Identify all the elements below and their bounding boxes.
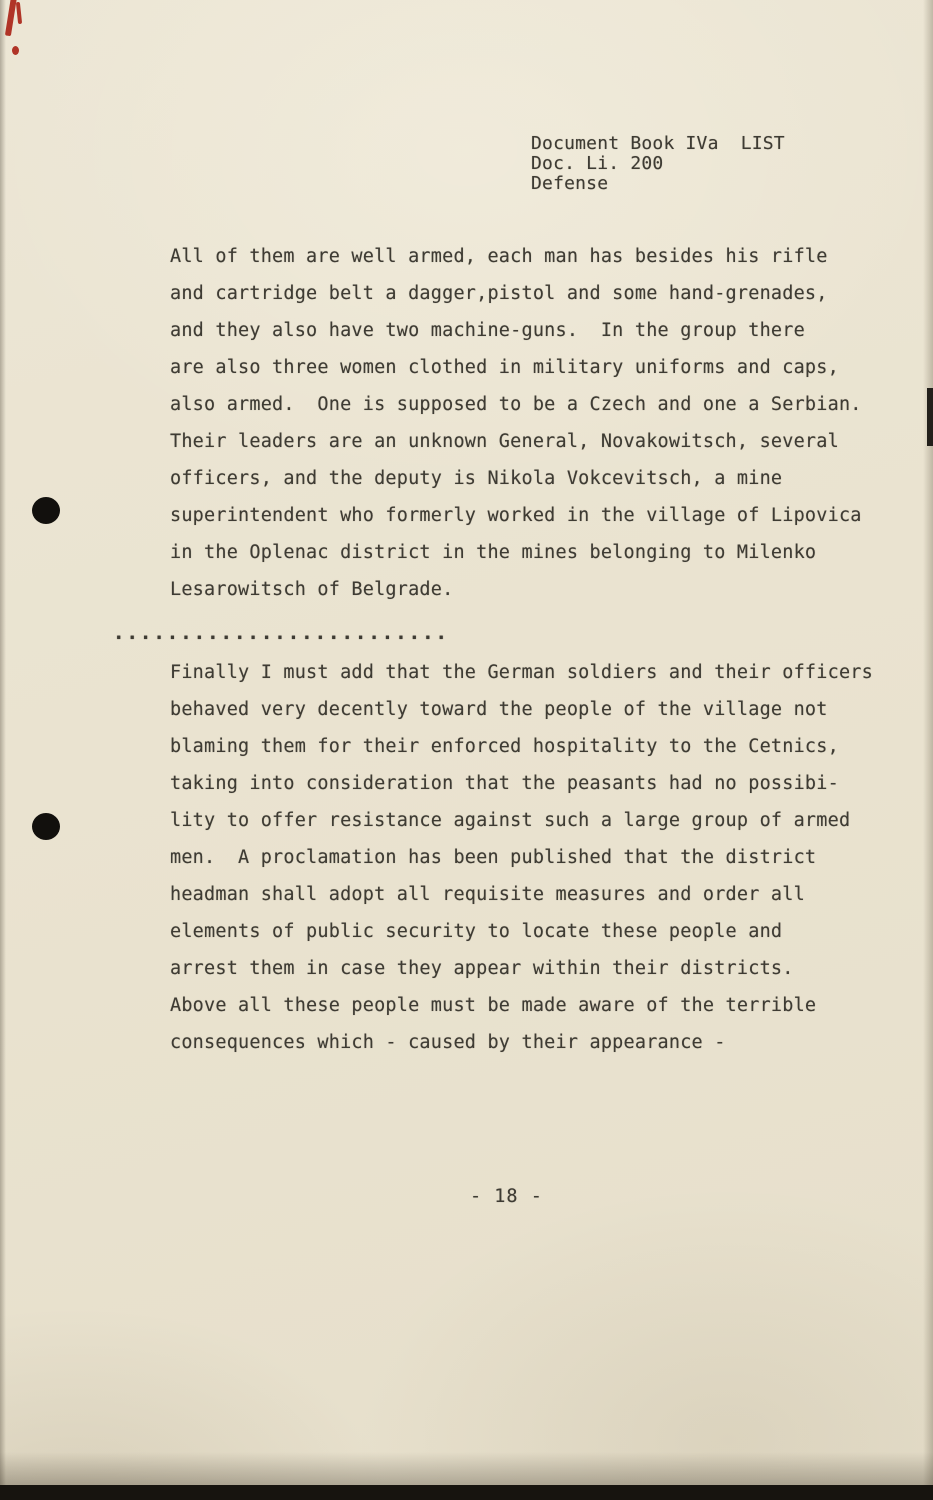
- scan-edge-right: [923, 0, 933, 1500]
- text-line: blaming them for their enforced hospitality to the Cetnics,: [170, 736, 839, 757]
- text-line: taking into consideration that the peasants had no possibi-: [170, 773, 839, 794]
- header-line: Defense: [531, 173, 609, 194]
- scan-edge-bottom: [0, 1485, 933, 1500]
- text-line: lity to offer resistance against such a large group of armed: [170, 810, 851, 831]
- text-line: Above all these people must be made aware of the terrible: [170, 995, 817, 1016]
- header-line: Doc. Li. 200: [531, 153, 664, 174]
- red-pen-mark: [16, 2, 22, 24]
- dotted-separator: .........................: [113, 622, 449, 644]
- text-line: elements of public security to locate these people and: [170, 921, 783, 942]
- text-line: Lesarowitsch of Belgrade.: [170, 579, 454, 600]
- text-line: and they also have two machine-guns. In the group there: [170, 320, 805, 341]
- text-line: All of them are well armed, each man has besides his rifle: [170, 246, 828, 267]
- text-line: behaved very decently toward the people of the village not: [170, 699, 828, 720]
- text-line: Finally I must add that the German soldiers and their officers: [170, 662, 873, 683]
- text-line: and cartridge belt a dagger,pistol and some hand-grenades,: [170, 283, 828, 304]
- text-line: men. A proclamation has been published that the district: [170, 847, 817, 868]
- page-number: - 18 -: [470, 1186, 543, 1207]
- text-line: officers, and the deputy is Nikola Vokcevitsch, a mine: [170, 468, 783, 489]
- text-line: in the Oplenac district in the mines belonging to Milenko: [170, 542, 817, 563]
- text-line: superintendent who formerly worked in the village of Lipovica: [170, 505, 862, 526]
- text-line: arrest them in case they appear within their districts.: [170, 958, 794, 979]
- header-line: Document Book IVa LIST: [531, 133, 785, 154]
- document-header: [531, 134, 785, 194]
- scan-edge-left: [0, 0, 6, 1500]
- text-line: also armed. One is supposed to be a Czech and one a Serbian.: [170, 394, 862, 415]
- red-pen-mark: [12, 46, 19, 55]
- scan-shadow-bottom: [0, 1452, 933, 1486]
- paragraph-2: [170, 662, 873, 1069]
- paragraph-1: [170, 246, 862, 616]
- hole-punch: [32, 813, 60, 840]
- text-line: are also three women clothed in military uniforms and caps,: [170, 357, 839, 378]
- scan-artifact-mark: [927, 388, 933, 446]
- text-line: Their leaders are an unknown General, Novakowitsch, several: [170, 431, 839, 452]
- hole-punch: [32, 497, 60, 524]
- text-line: headman shall adopt all requisite measures and order all: [170, 884, 805, 905]
- text-line: consequences which - caused by their appearance -: [170, 1032, 726, 1053]
